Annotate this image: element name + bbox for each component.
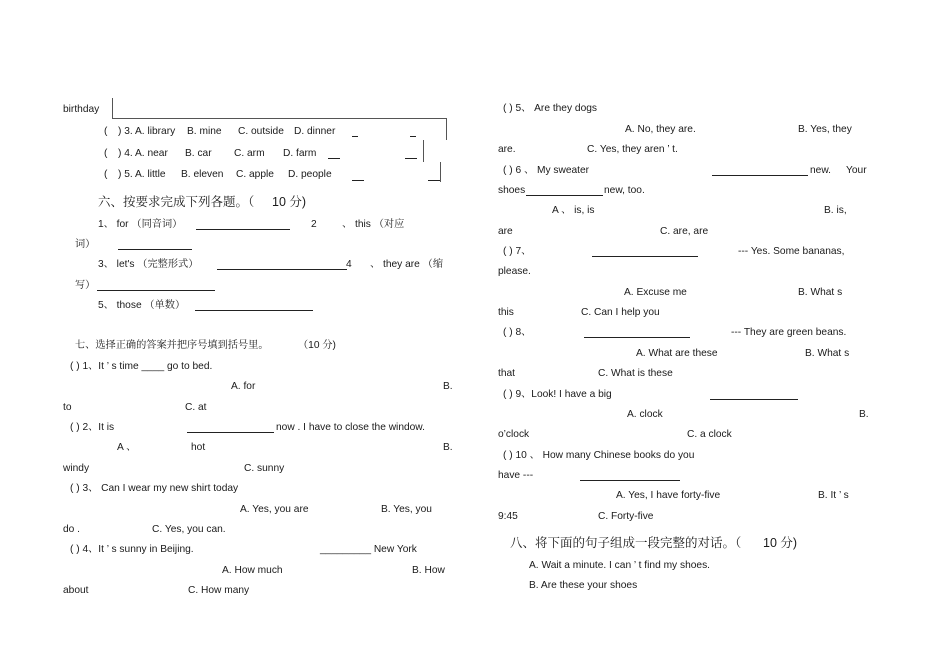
r-q7-a: A. Excuse me	[624, 287, 687, 298]
sec7-q2-b-val: windy	[63, 463, 90, 474]
r-q7-c: C. Can I help you	[581, 307, 660, 318]
sec7-q4-a: A. How much	[222, 565, 283, 576]
r-q7: ( ) 7、	[503, 246, 532, 257]
answer-blank[interactable]	[584, 337, 690, 338]
sec6-item-3: 3、 let's （完整形式）	[98, 259, 199, 270]
phonics-q3: ) 3. A. library	[118, 126, 176, 137]
phonics-q4-c: C. arm	[234, 148, 265, 159]
sec7-q1-b: B.	[443, 381, 453, 392]
r-q10: ( ) 10 、 How many Chinese books do you	[503, 450, 695, 461]
r-q10-b: B. It ’ s	[818, 490, 849, 501]
sec7-q1: ( ) 1、It ’ s time ____ go to bed.	[70, 361, 213, 372]
r-q5-b-cont: are.	[498, 144, 516, 155]
sec6-item-2-num: 2	[311, 219, 317, 230]
r-q9-a: A. clock	[627, 409, 663, 420]
r-q6-shoes: shoes	[498, 185, 526, 196]
r-q6-a: A 、 is, is	[552, 205, 595, 216]
sec7-q4-c: C. How many	[188, 585, 250, 596]
sec7-q2-cont: now . I have to close the window.	[276, 422, 425, 433]
answer-blank[interactable]	[187, 432, 274, 433]
paren: (	[104, 169, 108, 180]
answer-blank[interactable]	[526, 195, 603, 196]
r-q9-b: B.	[859, 409, 869, 420]
sec6-item-5: 5、 those （单数）	[98, 300, 186, 311]
answer-blank[interactable]	[328, 158, 340, 159]
table-border	[440, 162, 441, 182]
table-border	[112, 118, 447, 119]
sec7-q2: ( ) 2、It is	[70, 422, 115, 433]
r-q10-have: have ---	[498, 470, 534, 481]
r-q7-b: B. What s	[798, 287, 843, 298]
r-q8: ( ) 8、	[503, 327, 532, 338]
section-7-heading: 七、选择正确的答案并把序号填到括号里。	[75, 340, 269, 351]
r-q6-cont: new, too.	[604, 185, 645, 196]
paren: (	[104, 126, 108, 137]
sec6-item-2-cont: 词）	[75, 239, 96, 250]
section-8-score: 10 分)	[763, 536, 798, 550]
table-border	[112, 98, 113, 118]
r-q8-b: B. What s	[805, 348, 850, 359]
paren: (	[104, 148, 108, 159]
answer-blank[interactable]	[195, 310, 313, 311]
answer-blank[interactable]	[217, 269, 347, 270]
sec7-q3-a: A. Yes, you are	[240, 504, 309, 515]
r-q10-a: A. Yes, I have forty-five	[616, 490, 721, 501]
phonics-q5: ) 5. A. little	[118, 169, 166, 180]
r-q8-b-cont: that	[498, 368, 515, 379]
r-q6-b-cont: are	[498, 226, 513, 237]
answer-blank[interactable]	[97, 290, 215, 291]
answer-blank[interactable]	[410, 136, 416, 137]
r-q9-c: C. a clock	[687, 429, 732, 440]
sec6-item-4: 、 they are （缩	[370, 259, 444, 270]
answer-blank[interactable]	[592, 256, 698, 257]
sec8-line-b: B. Are these your shoes	[529, 580, 638, 591]
word-birthday: birthday	[63, 104, 100, 115]
phonics-q5-c: C. apple	[236, 169, 274, 180]
section-6-score: 10 分)	[272, 195, 307, 209]
sec7-q2-a: A 、	[117, 442, 137, 453]
table-border	[446, 118, 447, 140]
sec6-item-4-cont: 写）	[75, 280, 96, 291]
sec7-q2-c: C. sunny	[244, 463, 285, 474]
sec7-q3-b: B. Yes, you	[381, 504, 432, 515]
r-q7-b-cont: this	[498, 307, 514, 318]
r-q10-b-cont: 9:45	[498, 511, 518, 522]
sec7-q2-b: B.	[443, 442, 453, 453]
section-8-heading: 八、将下面的句子组成一段完整的对话。（	[510, 536, 742, 550]
r-q5-a: A. No, they are.	[625, 124, 696, 135]
phonics-q4-b: B. car	[185, 148, 212, 159]
r-q8-c: C. What is these	[598, 368, 673, 379]
sec7-q4-b-val: about	[63, 585, 89, 596]
answer-blank[interactable]	[712, 175, 808, 176]
phonics-q3-d: D. dinner	[294, 126, 336, 137]
answer-blank[interactable]	[196, 229, 290, 230]
answer-blank[interactable]	[352, 136, 358, 137]
r-q6: ( ) 6 、 My sweater	[503, 165, 590, 176]
r-q6-b: B. is,	[824, 205, 847, 216]
r-q9-b-cont: o’clock	[498, 429, 530, 440]
section-7-score: （10 分)	[298, 340, 336, 351]
sec7-q3: ( ) 3、 Can I wear my new shirt today	[70, 483, 239, 494]
answer-blank[interactable]	[428, 180, 440, 181]
phonics-q3-c: C. outside	[238, 126, 284, 137]
phonics-q5-b: B. eleven	[181, 169, 224, 180]
phonics-q4: ) 4. A. near	[118, 148, 168, 159]
r-q5-b: B. Yes, they	[798, 124, 852, 135]
r-q8-cont: --- They are green beans.	[731, 327, 847, 338]
sec7-q4-cont: _________ New York	[320, 544, 417, 555]
answer-blank[interactable]	[352, 180, 364, 181]
table-border	[423, 140, 424, 162]
answer-blank[interactable]	[405, 158, 417, 159]
sec6-item-1: 1、 for （同音词）	[98, 219, 183, 230]
phonics-q5-d: D. people	[288, 169, 332, 180]
sec7-q3-b-val: do .	[63, 524, 80, 535]
r-q10-c: C. Forty-five	[598, 511, 654, 522]
sec7-q4: ( ) 4、It ’ s sunny in Beijing.	[70, 544, 194, 555]
sec8-line-a: A. Wait a minute. I can ’ t find my shoes.	[529, 560, 710, 571]
answer-blank[interactable]	[580, 480, 680, 481]
r-q6-your: Your	[846, 165, 867, 176]
sec7-q1-a: A. for	[231, 381, 256, 392]
answer-blank[interactable]	[710, 399, 798, 400]
sec7-q1-b-val: to	[63, 402, 72, 413]
sec6-item-4-num: 4	[346, 259, 352, 270]
sec7-q1-c: C. at	[185, 402, 207, 413]
r-q5: ( ) 5、 Are they dogs	[503, 103, 597, 114]
answer-blank[interactable]	[118, 249, 192, 250]
sec7-q2-a-val: hot	[191, 442, 206, 453]
sec7-q3-c: C. Yes, you can.	[152, 524, 226, 535]
r-q9: ( ) 9、Look! I have a big	[503, 389, 612, 400]
phonics-q3-b: B. mine	[187, 126, 222, 137]
r-q6-c: C. are, are	[660, 226, 709, 237]
r-q7-please: please.	[498, 266, 531, 277]
phonics-q4-d: D. farm	[283, 148, 317, 159]
r-q5-c: C. Yes, they aren ’ t.	[587, 144, 678, 155]
sec6-item-2: 、 this （对应	[342, 219, 405, 230]
section-6-heading: 六、按要求完成下列各题。（	[98, 195, 255, 209]
r-q6-new: new.	[810, 165, 831, 176]
r-q8-a: A. What are these	[636, 348, 718, 359]
r-q7-cont: --- Yes. Some bananas,	[738, 246, 845, 257]
sec7-q4-b: B. How	[412, 565, 445, 576]
